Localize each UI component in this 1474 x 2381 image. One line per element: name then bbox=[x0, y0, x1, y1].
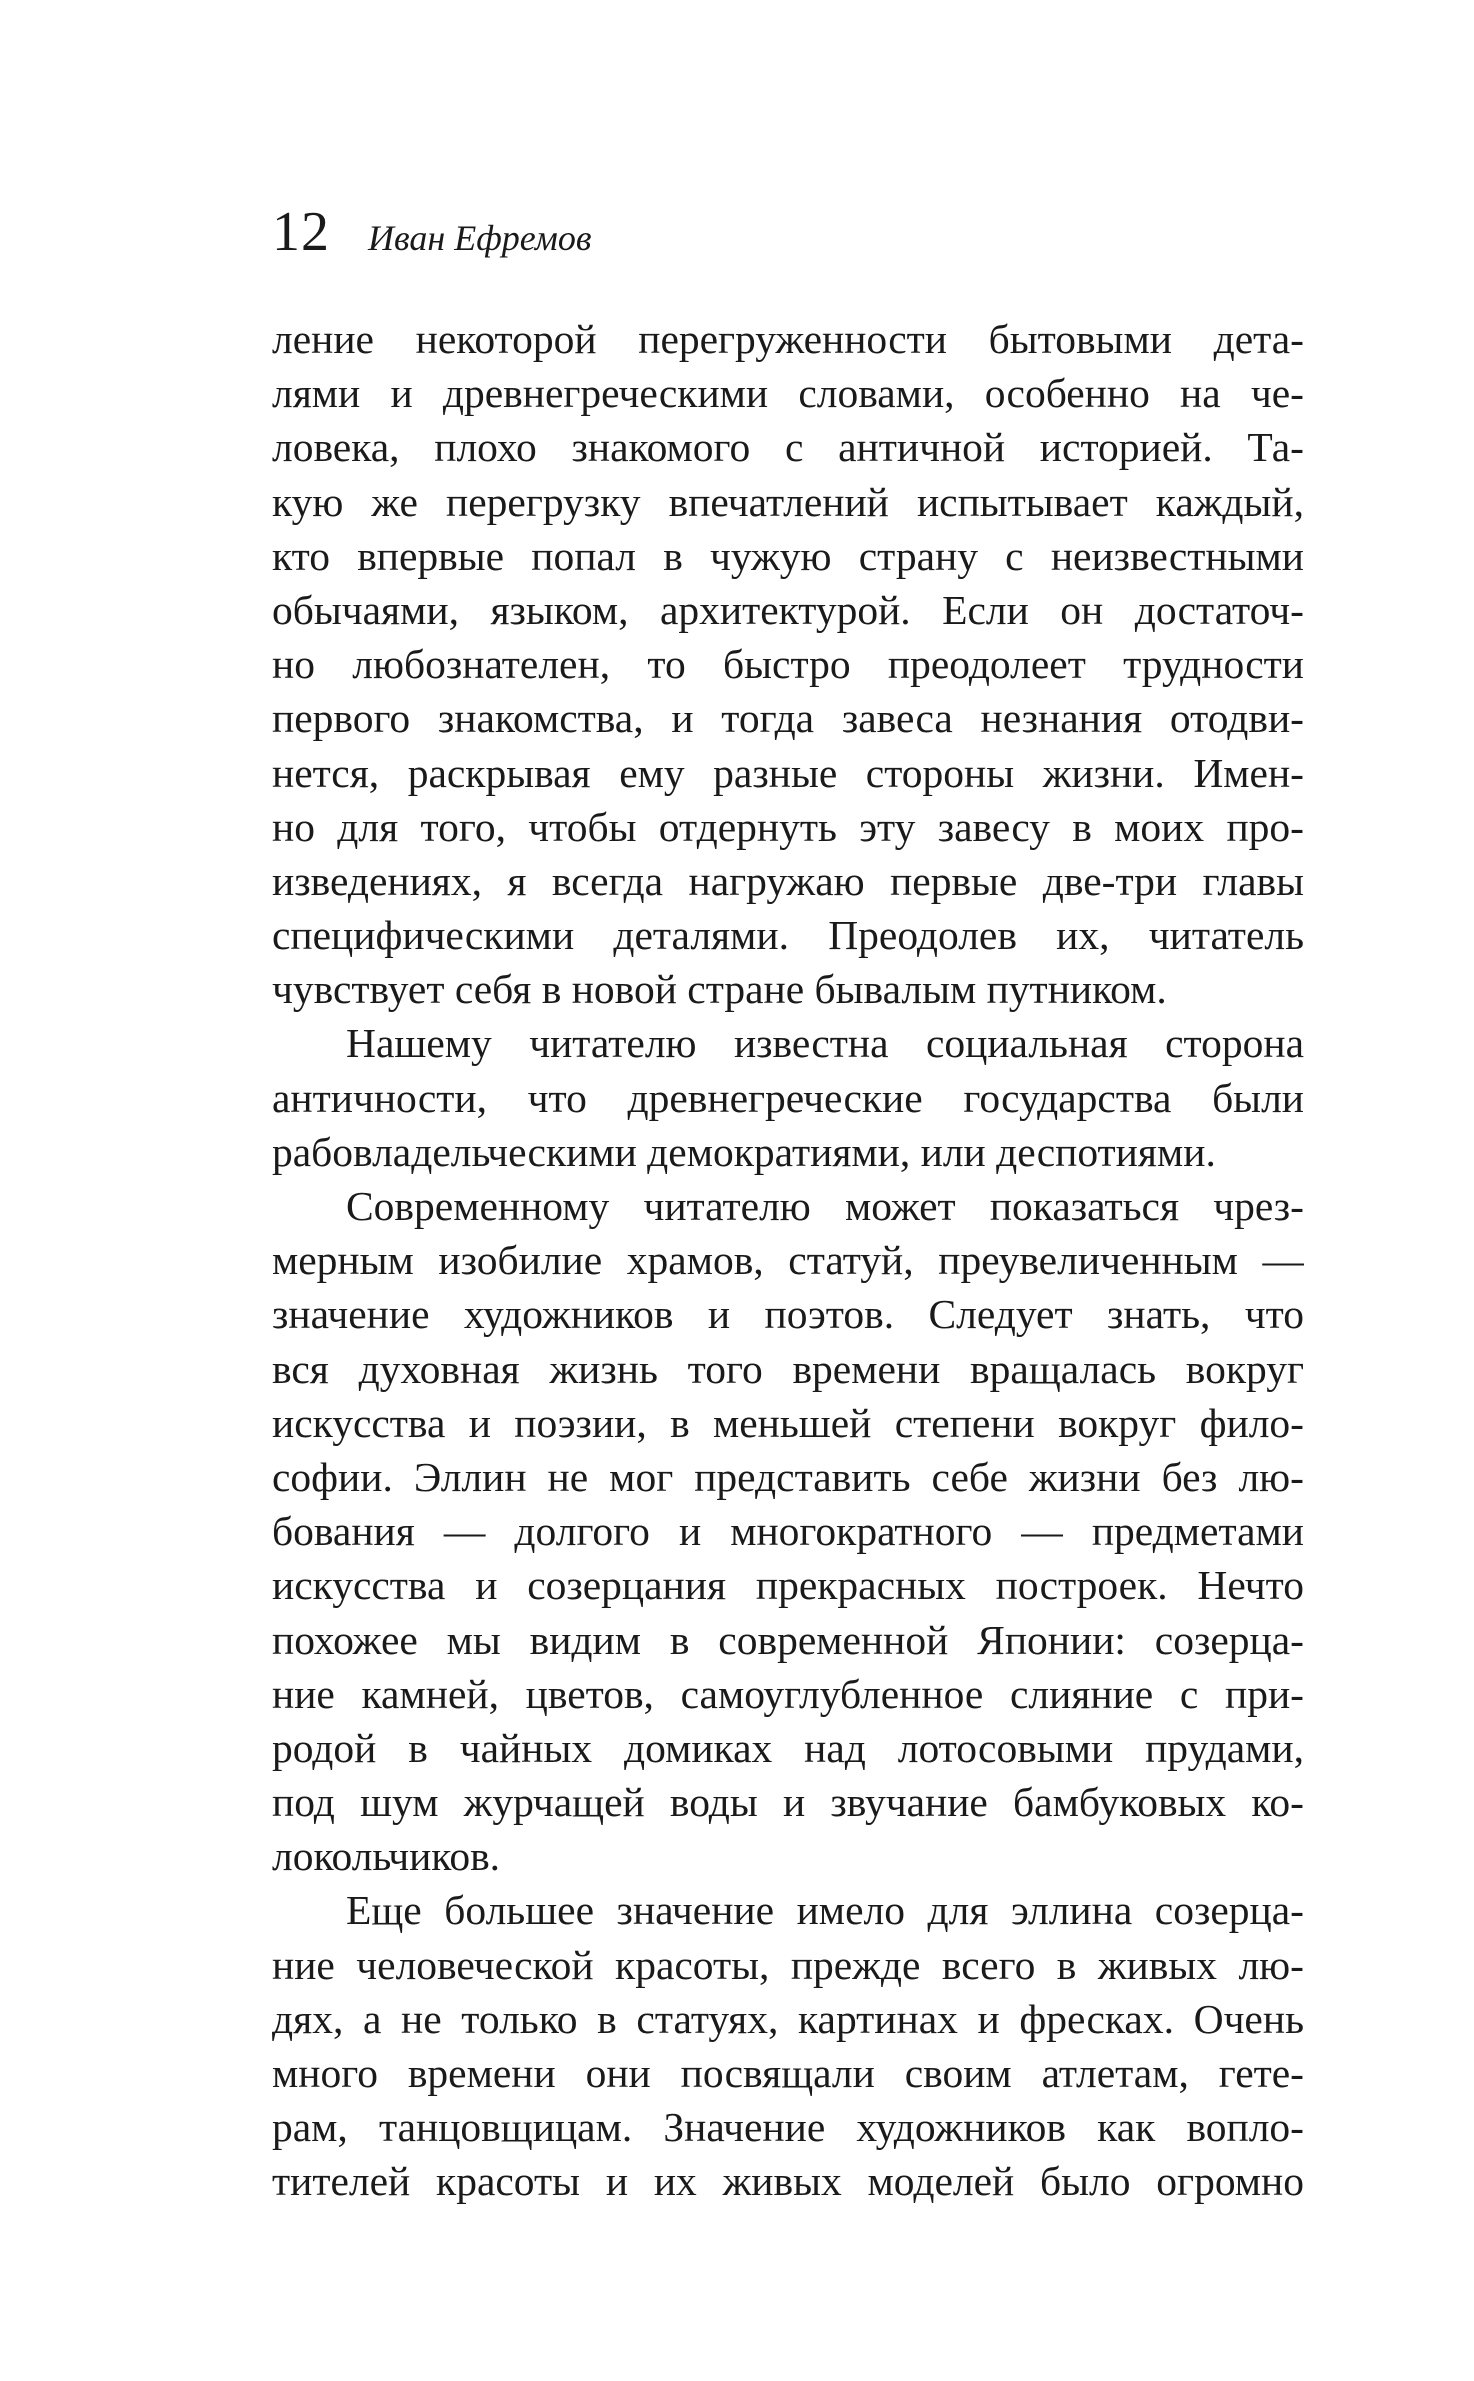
text-line: чувствует себя в новой стране бывалым путником. bbox=[272, 966, 1167, 1013]
text-line: Еще большее значение имело для эллина созерца- bbox=[346, 1887, 1304, 1934]
text-line: ление некоторой перегруженности бытовыми дета- bbox=[272, 316, 1304, 362]
text-line: бования — долгого и многократного — предметами bbox=[272, 1508, 1304, 1555]
text-line: локольчиков. bbox=[272, 1833, 501, 1880]
text-line: Нашему читателю известна социальная сторона bbox=[346, 1020, 1304, 1067]
text-line: ние камней, цветов, самоуглубленное слияние с при- bbox=[272, 1670, 1304, 1717]
text-line: значение художников и поэтов. Следует знать, что bbox=[272, 1291, 1304, 1338]
text-line: много времени они посвящали своим атлетам, гете- bbox=[272, 2050, 1304, 2096]
text-line: похожее мы видим в современной Японии: созерца- bbox=[272, 1616, 1304, 1663]
text-line: но любознателен, то быстро преодолеет трудности bbox=[272, 641, 1304, 688]
text-line: ние человеческой красоты, прежде всего в живых лю- bbox=[272, 1941, 1304, 1988]
text-line: мерным изобилие храмов, статуй, преувеличенным — bbox=[272, 1237, 1304, 1284]
text-line: кую же перегрузку впечатлений испытывает каждый, bbox=[272, 478, 1304, 525]
text-line: рам, танцовщицам. Значение художников как вопло- bbox=[272, 2104, 1304, 2151]
text-line: тителей красоты и их живых моделей было огромно bbox=[272, 2158, 1304, 2205]
text-line: Современному читателю может показаться чрез- bbox=[346, 1183, 1304, 1229]
text-line: античности, что древнегреческие государства были bbox=[272, 1074, 1304, 1121]
page-number: 12 bbox=[272, 201, 330, 263]
text-line: софии. Эллин не мог представить себе жизни без лю- bbox=[272, 1453, 1304, 1500]
text-line: под шум журчащей воды и звучание бамбуковых ко- bbox=[272, 1779, 1304, 1826]
running-header bbox=[272, 196, 591, 268]
text-line: искусства и созерцания прекрасных построек. Нечто bbox=[272, 1562, 1304, 1609]
text-line: кто впервые попал в чужую страну с неизвестными bbox=[272, 532, 1304, 579]
text-line: родой в чайных домиках над лотосовыми прудами, bbox=[272, 1724, 1304, 1771]
text-line: но для того, чтобы отдернуть эту завесу в моих про- bbox=[272, 803, 1304, 850]
text-line: вся духовная жизнь того времени вращалась вокруг bbox=[272, 1345, 1304, 1392]
text-line: лями и древнегреческими словами, особенно на че- bbox=[272, 370, 1304, 417]
running-head-author: Иван Ефремов bbox=[368, 218, 592, 258]
text-line: нется, раскрывая ему разные стороны жизни. Имен- bbox=[272, 749, 1304, 796]
text-line: рабовладельческими демократиями, или деспотиями. bbox=[272, 1128, 1216, 1175]
text-line: первого знакомства, и тогда завеса незнания отодви- bbox=[272, 695, 1304, 742]
text-line: дях, а не только в статуях, картинах и фресках. Очень bbox=[272, 1995, 1304, 2042]
text-line: ловека, плохо знакомого с античной историей. Та- bbox=[272, 424, 1304, 471]
body-text bbox=[272, 312, 1304, 2209]
text-line: обычаями, языком, архитектурой. Если он достаточ- bbox=[272, 586, 1304, 633]
text-line: изведениях, я всегда нагружаю первые две-три главы bbox=[272, 857, 1304, 904]
text-line: искусства и поэзии, в меньшей степени вокруг фило- bbox=[272, 1399, 1304, 1446]
text-line: специфическими деталями. Преодолев их, читатель bbox=[272, 912, 1304, 959]
